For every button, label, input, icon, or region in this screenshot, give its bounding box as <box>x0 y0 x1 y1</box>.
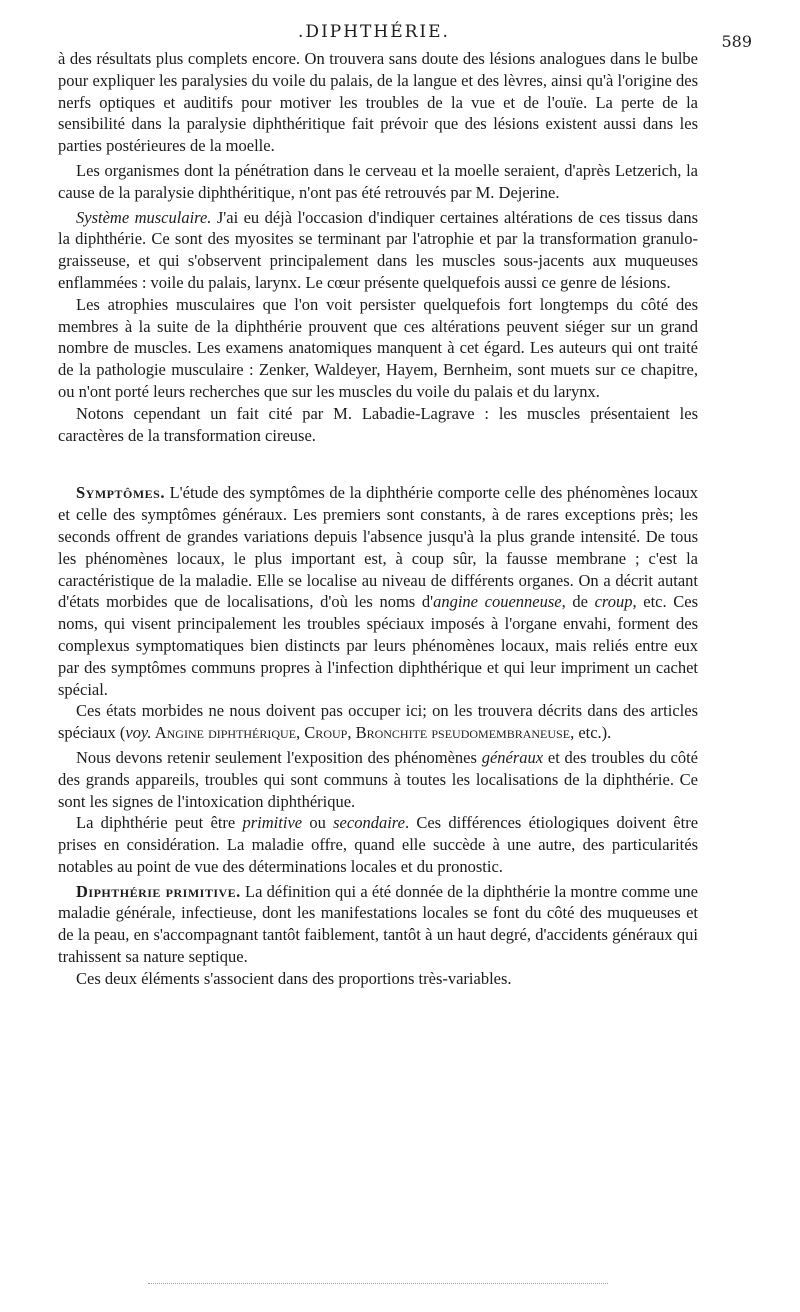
paragraph-text: Nous devons retenir seulement l'exposition des phénomènes <box>76 747 482 767</box>
italic-term: angine couenneuse <box>433 592 562 612</box>
paragraph <box>58 881 698 968</box>
paragraph-text: Ces états morbides ne nous doivent pas occuper ici; on les trouvera décrits dans des articles spéciaux ( <box>58 701 698 743</box>
running-title: .DIPHTHÉRIE. <box>298 22 450 42</box>
paragraph: Les organismes dont la pénétration dans le cerveau et la moelle seraient, d'après Letzerich, la cause de la paralysie diphthéritique, n'ont pas été retrouvés par M. Dejerine. <box>58 160 698 202</box>
italic-term: primitive <box>242 813 303 833</box>
section-heading-diphtherie-primitive: Diphthérie primitive. <box>76 881 241 901</box>
paragraph-text: La définition qui a été donnée de la diphthérie la montre comme une maladie générale, infectieuse, dont les manifestations locales se font du côté des muqueuses et de la peau, en s'accompagnant tantôt faiblement, tantôt à un haut degré, d'accidents généraux qui trahissent sa nature septique. <box>58 881 698 967</box>
section-heading-symptomes: Symptômes. <box>76 483 165 503</box>
paragraph-text: , etc.). <box>570 723 612 743</box>
paragraph: Ces deux éléments s'associent dans des proportions très-variables. <box>76 968 512 988</box>
paragraph <box>58 700 698 744</box>
paragraph: Les atrophies musculaires que l'on voit persister quelquefois fort longtemps du côté des membres à la suite de la diphthérie prouvent que ces altérations peuvent siéger sur un grand nombre de muscles. Les examens anatomiques manquent à cet égard. Les auteurs qui ont traité de la pathologie musculaire : Zenker, Waldeyer, Hayem, Bernheim, sont muets sur ce chapitre, ou n'ont porté leurs recherches que sur les muscles du voile du palais et du larynx. <box>58 294 698 401</box>
paragraph-text: . Ces différences étiologiques doivent être prises en considération. La maladie offre, quand elle succède à une autre, des particularités notables au point de vue des déterminations locales et du pronostic. <box>58 813 699 876</box>
paragraph-text: et des troubles du côté des grands appareils, troubles qui sont communs à toutes les localisations de la diphthérie. Ce sont les signes de l'intoxication diphthérique. <box>58 747 698 811</box>
italic-term: croup <box>594 592 633 612</box>
page-number: 589 <box>721 32 752 51</box>
paragraph <box>58 482 698 700</box>
paragraph-text: , etc. Ces noms, qui visent principalement les troubles spéciaux imposés à l'organe envahi, forment des complexus symptomatiques bien distincts par leurs phénomènes locaux, mais reliés entre eux par des symptômes communs propres à l'infection diphthérique et qui leur impriment un cachet spécial. <box>58 592 699 699</box>
paragraph-text: , de <box>561 592 595 612</box>
paragraph: à des résultats plus complets encore. On trouvera sans doute des lésions analogues dans le bulbe pour expliquer les paralysies du voile du palais, de la langue et des lèvres, ainsi qu'à l'origine des nerfs optiques et auditifs pour motiver les troubles de la vue et de l'ouïe. La perte de la sensibilité dans la paralysie diphthéritique fait prévoir que des lésions existent aussi dans les parties postérieures de la moelle. <box>58 49 698 156</box>
page-header <box>48 22 752 51</box>
italic-term: secondaire <box>333 813 405 833</box>
italic-term: voy. <box>125 723 152 743</box>
section-heading-systeme-musculaire: Système musculaire. <box>76 207 212 227</box>
cross-reference: Angine diphthérique, Croup, Bronchite pseudomembraneuse <box>151 723 571 743</box>
paragraph-text: La diphthérie peut être <box>76 813 243 833</box>
section-gap <box>58 446 698 482</box>
paragraph-text: ou <box>302 813 334 833</box>
paragraph <box>58 207 698 294</box>
paragraph <box>58 747 698 812</box>
paragraph-text: L'étude des symptômes de la diphthérie comporte celle des phénomènes locaux et celle des symptômes généraux. Les premiers sont constants, à de rares exceptions près; les seconds offrent de grandes variations depuis l'absence jusqu'à la plus grande intensité. De tous les phénomènes locaux, le plus important est, à coup sûr, la fausse membrane ; c'est la caractéristique de la maladie. Elle se localise au niveau de différents organes. On a décrit autant d'états morbides que de localisations, d'où les noms d' <box>58 483 698 612</box>
italic-term: généraux <box>481 747 544 767</box>
bottom-rule <box>148 1283 608 1285</box>
body-text <box>58 48 698 990</box>
paragraph <box>58 812 698 877</box>
paragraph: Notons cependant un fait cité par M. Labadie-Lagrave : les muscles présentaient les caractères de la transformation cireuse. <box>58 403 698 445</box>
paragraph-text: J'ai eu déjà l'occasion d'indiquer certaines altérations de ces tissus dans la diphthérie. Ce sont des myosites se terminant par l'atrophie et par la transformation granulo-graisseuse, et qui s'observent principalement dans les muscles sous-jacents aux muqueuses enflammées : voile du palais, larynx. Le cœur présente quelquefois aussi ce genre de lésions. <box>58 207 698 292</box>
